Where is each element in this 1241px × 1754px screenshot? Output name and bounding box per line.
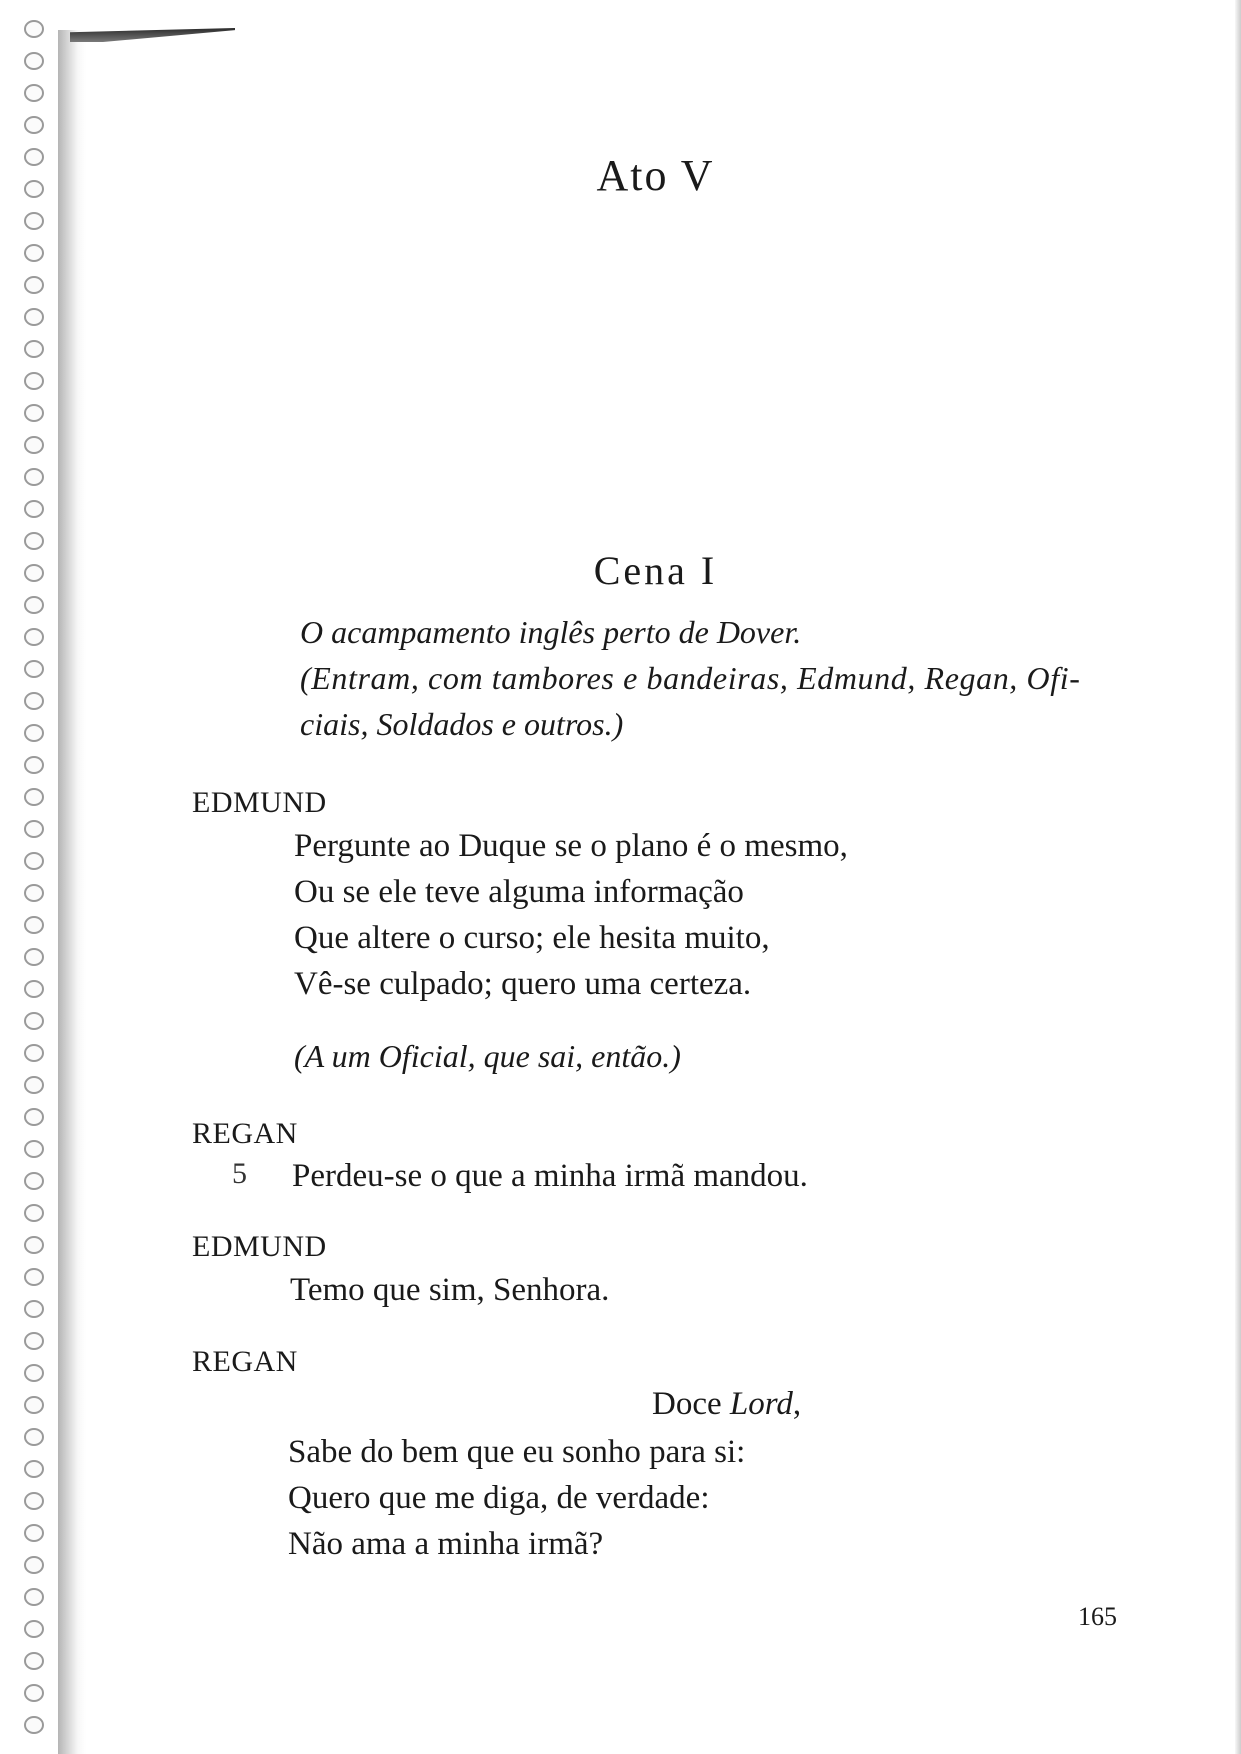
binding-hole <box>24 1044 44 1062</box>
binding-hole <box>24 1140 44 1158</box>
line-number: 5 <box>232 1157 247 1190</box>
verse-line: Vê-se culpado; quero uma certeza. <box>294 966 752 1002</box>
binding-hole <box>24 468 44 486</box>
binding-hole <box>24 724 44 742</box>
binding-hole <box>24 756 44 774</box>
binding-hole <box>24 500 44 518</box>
binding-hole <box>24 884 44 902</box>
binding-hole <box>24 1620 44 1638</box>
binding-hole <box>24 980 44 998</box>
spiral-binding <box>18 20 54 1754</box>
binding-hole <box>24 84 44 102</box>
binding-hole <box>24 372 44 390</box>
binding-hole <box>24 1332 44 1350</box>
binding-shadow <box>58 30 86 1754</box>
verse-line: Que altere o curso; ele hesita muito, <box>294 920 770 956</box>
binding-hole <box>24 116 44 134</box>
speaker-name: EDMUND <box>192 786 327 819</box>
verse-line: Sabe do bem que eu sonho para si: <box>288 1434 746 1470</box>
verse-line: Perdeu-se o que a minha irmã mandou. <box>292 1158 808 1194</box>
scan-edge-mark <box>70 28 235 42</box>
binding-hole <box>24 20 44 38</box>
binding-hole <box>24 852 44 870</box>
binding-hole <box>24 1492 44 1510</box>
stage-direction-entrance: (Entram, com tambores e bandeiras, Edmund, Regan, Ofi- <box>300 660 1081 696</box>
binding-hole <box>24 308 44 326</box>
act-title: Ato V <box>596 151 715 200</box>
verse-block <box>288 1429 745 1567</box>
binding-hole <box>24 628 44 646</box>
binding-hole <box>24 52 44 70</box>
binding-hole <box>24 1556 44 1574</box>
binding-hole <box>24 820 44 838</box>
binding-hole <box>24 1428 44 1446</box>
binding-hole <box>24 436 44 454</box>
verse-line: Doce Lord, <box>652 1386 802 1422</box>
verse-line: Ou se ele teve alguma informação <box>294 874 744 910</box>
binding-hole <box>24 916 44 934</box>
verse-line: Não ama a minha irmã? <box>288 1526 604 1562</box>
page-number: 165 <box>1078 1602 1117 1631</box>
verse-line: Quero que me diga, de verdade: <box>288 1480 710 1516</box>
binding-hole <box>24 1524 44 1542</box>
scene-title: Cena I <box>593 548 718 593</box>
speaker-name: EDMUND <box>192 1230 327 1263</box>
binding-hole <box>24 596 44 614</box>
page-right-edge <box>1235 0 1241 1754</box>
binding-hole <box>24 340 44 358</box>
speaker-name: REGAN <box>192 1117 298 1150</box>
binding-hole <box>24 788 44 806</box>
verse-line: Pergunte ao Duque se o plano é o mesmo, <box>294 828 848 864</box>
binding-hole <box>24 1364 44 1382</box>
binding-hole <box>24 1172 44 1190</box>
binding-hole <box>24 1460 44 1478</box>
binding-hole <box>24 244 44 262</box>
binding-hole <box>24 1716 44 1734</box>
binding-hole <box>24 1268 44 1286</box>
binding-hole <box>24 1236 44 1254</box>
binding-hole <box>24 1684 44 1702</box>
verse-line-indented <box>652 1381 801 1427</box>
binding-hole <box>24 1012 44 1030</box>
binding-hole <box>24 212 44 230</box>
binding-hole <box>24 1652 44 1670</box>
stage-direction-entrance-cont: ciais, Soldados e outros.) <box>300 706 624 742</box>
binding-hole <box>24 1588 44 1606</box>
verse-block <box>294 823 848 1007</box>
speaker-name: REGAN <box>192 1345 298 1378</box>
stage-direction: (A um Oficial, que sai, então.) <box>294 1038 681 1074</box>
binding-hole <box>24 276 44 294</box>
binding-hole <box>24 948 44 966</box>
binding-hole <box>24 1108 44 1126</box>
binding-hole <box>24 1204 44 1222</box>
verse-line: Temo que sim, Senhora. <box>290 1272 610 1308</box>
binding-hole <box>24 1076 44 1094</box>
verse-block <box>292 1153 808 1199</box>
binding-hole <box>24 692 44 710</box>
verse-block <box>290 1267 609 1313</box>
stage-direction-setting: O acampamento inglês perto de Dover. <box>300 614 802 650</box>
binding-hole <box>24 404 44 422</box>
binding-hole <box>24 1300 44 1318</box>
binding-hole <box>24 660 44 678</box>
binding-hole <box>24 1396 44 1414</box>
